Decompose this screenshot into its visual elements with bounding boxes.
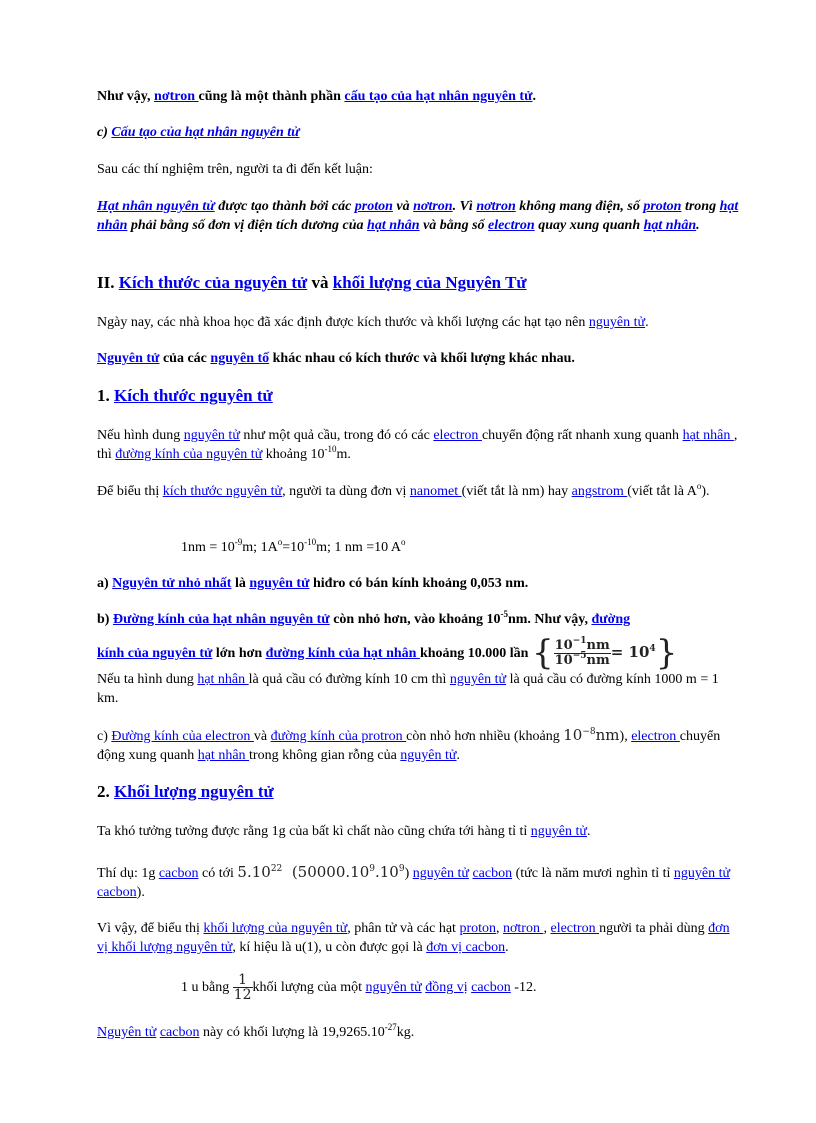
link-khoi-luong-nguyen-tu[interactable]: khối lượng của Nguyên Tử [332,273,527,292]
link-duong-kinh-nguyen-tu[interactable]: đường kính của nguyên tử [115,447,263,462]
text: ) [404,866,413,881]
link-nguyen-tu[interactable]: nguyên tử [588,315,646,330]
paragraph-carbon-mass [97,1023,742,1042]
link-proton[interactable]: proton [354,199,393,214]
paragraph-1u-definition [181,970,816,1006]
text: c) [97,729,112,744]
text: . [696,218,700,233]
link-notron[interactable]: nơtron [476,199,516,214]
text: . [586,824,591,839]
text: Thí dụ: 1g [97,866,159,881]
text: khoảng 10.000 lần [419,646,532,661]
link-notron[interactable]: nơtron [413,199,453,214]
link-nguyen-tu[interactable]: nguyên tử [183,428,240,443]
text: (50000.10 [291,863,370,881]
text: kg. [396,1025,415,1040]
link-nguyen-tu[interactable]: nguyên tử [269,612,330,627]
fraction-numerator: 1 [233,973,253,988]
text: không mang điện, số [515,199,644,214]
text: nm. Như vậy, [507,612,592,627]
link-cacbon[interactable]: cacbon [97,885,137,900]
link-don-vi-khoi-luong[interactable]: đơn vị khối lượng nguyên tử [97,921,730,955]
heading-prefix: 1. [97,386,114,405]
formula-ratio [531,633,678,673]
text: Ngày nay, các nhà khoa học đã xác định được kích thước và khối lượng các hạt tạo nên [97,315,589,330]
link-khoi-luong-nguyen-tu[interactable]: khối lượng của nguyên tử [203,921,348,936]
link-don-vi-cacbon[interactable]: đơn vị cacbon [426,940,506,955]
link-hat-nhan[interactable]: hạt nhân [197,748,250,763]
text: và [307,273,333,292]
superscript: −1 [572,635,587,646]
text: ), [619,729,632,744]
formula-electron-size [563,726,619,744]
text: Vì vậy, để biểu thị [97,921,204,936]
link-nguyen-tu[interactable]: Nguyên tử [97,1025,157,1040]
link-hat-nhan[interactable]: hạt nhân [197,672,249,687]
text: hiđro có bán kính khoảng 0,053 nm. [309,576,529,591]
link-duong-kinh-protron[interactable]: đường kính của protron [270,729,407,744]
link-duong-kinh-hat-nhan[interactable]: đường kính của hạt nhân [265,646,420,661]
link-duong-kinh-electron[interactable]: Đường kính của electron [111,729,254,744]
text: lớn hơn [212,646,266,661]
superscript: -5 [500,609,508,619]
superscript: 9 [398,864,405,874]
superscript: o [401,537,406,547]
text: Như vậy, [97,89,155,104]
text: là quả cầu có đường kính 10 cm thì [248,672,450,687]
text: (viết tắt là A [627,484,697,499]
text: ). [701,484,710,499]
paragraph-a-smallest-atom [97,574,742,593]
text: .10 [374,863,399,881]
right-brace: } [655,633,678,673]
link-kich-thuoc-nguyen-tu[interactable]: Kích thước nguyên tử [114,386,273,405]
text: m; 1A [242,540,278,555]
superscript: o [277,537,283,547]
text: khoảng 10 [262,447,325,462]
fraction [554,635,611,668]
paragraph-nowadays [97,313,742,332]
text: cũng là một thành phần [198,89,345,104]
link-nguyen-tu[interactable]: nguyên tử [400,748,457,763]
link-nguyen-tu-nho-nhat[interactable]: Nguyên tử nhỏ nhất [112,576,232,591]
text: chuyển động xung quanh [97,729,721,763]
text: . [505,940,509,955]
paragraph-b-analogy [97,670,742,708]
text: , phân tử và các hạt [347,921,460,936]
text: và [253,729,271,744]
link-duong-kinh-nguyen-tu[interactable]: đường [591,612,631,627]
text: , kí hiệu là u(1), u còn được gọi là [232,940,427,955]
text: a) [97,576,113,591]
text: (viết tắt là nm) hay [461,484,572,499]
link-notron[interactable]: nơtron [154,89,199,104]
text: 1nm = 10 [181,540,235,555]
paragraph-mass-unit [97,919,742,957]
text: ). [136,885,145,900]
paragraph-elements-differ [97,349,742,368]
link-cau-tao-hat-nhan[interactable]: cấu tạo của hạt nhân nguyên tử [344,89,533,104]
text: , [496,921,504,936]
text: . [532,89,536,104]
link-nanomet[interactable]: nanomet [409,484,462,499]
text: có tới [198,866,238,881]
text: =10 [282,540,305,555]
text: 10 [554,637,573,653]
link-hat-nhan[interactable]: hạt nhân [97,199,739,233]
link-nguyen-tu[interactable]: nguyên tử [530,824,587,839]
heading-prefix: 2. [97,782,114,801]
link-angstrom[interactable]: angstrom [571,484,628,499]
text: còn nhỏ hơn, vào khoảng 10 [329,612,501,627]
text: , người ta dùng đơn vị [282,484,410,499]
text: 10 [554,652,573,668]
text: Nếu ta hình dung [97,672,198,687]
link-proton[interactable]: proton [643,199,682,214]
text: b) [97,612,113,627]
subheading-c [97,123,742,142]
link-nguyen-tu[interactable]: nguyên tử [249,576,310,591]
text: còn nhỏ hơn nhiều (khoảng [406,729,564,744]
text: 10 [563,726,583,744]
text: trong [681,199,720,214]
text: m; 1 nm =10 A [316,540,401,555]
text: . Vì [452,199,477,214]
link-cau-tao-hat-nhan-heading[interactable]: Cấu tạo của hạt nhân nguyên tử [111,125,300,140]
formula-count [237,863,404,881]
text: khối lượng của một [252,980,366,995]
link-cacbon[interactable]: cacbon [158,866,199,881]
text: 1 u bằng [181,980,233,995]
text: chuyển động rất nhanh xung quanh [481,428,683,443]
text: và bằng số [419,218,489,233]
superscript: o [696,481,702,491]
link-nguyen-to[interactable]: nguyên tố [210,351,270,366]
paragraph-atom-sphere [97,426,742,464]
paragraph-billions [97,822,742,841]
link-cacbon[interactable]: cacbon [471,980,511,995]
superscript: −8 [582,727,596,737]
link-hat-nhan-nguyen-tu[interactable]: Hạt nhân nguyên tử [97,199,215,214]
paragraph-c-electron-diameter [97,726,742,765]
link-cacbon[interactable]: cacbon [159,1025,200,1040]
paragraph-units [97,482,742,501]
text: . [645,315,649,330]
link-notron[interactable]: nơtron [503,921,544,936]
link-nguyen-tu[interactable]: nguyên tử [412,866,469,881]
heading-2-atomic-mass [97,782,742,801]
link-nguyen-tu[interactable]: Nguyên tử [97,351,160,366]
link-electron[interactable]: electron [631,729,680,744]
text: người ta phải dùng [599,921,709,936]
text: là quả cầu có đường kính 1000 m = 1 km. [97,672,719,706]
link-electron[interactable]: electron [488,218,535,233]
text: của các [159,351,211,366]
link-duong-kinh-nguyen-tu[interactable]: kính của nguyên tử [97,646,213,661]
text: , thì [97,428,738,462]
link-kich-thuoc-nguyen-tu[interactable]: kích thước nguyên tử [162,484,283,499]
superscript: 4 [649,644,656,654]
text: m. [336,447,351,462]
text: như một quả cầu, trong đó có các [239,428,434,443]
text: Ta khó tưởng tưởng được rằng 1g của bất kì chất nào cũng chứa tới hàng tỉ tỉ [97,824,531,839]
heading-1-atomic-size [97,386,742,405]
link-hat-nhan[interactable]: hạt nhân [682,428,734,443]
text: này có khối lượng là 19,9265.10 [199,1025,385,1040]
text: được tạo thành bởi các [214,199,355,214]
link-duong-kinh-hat-nhan[interactable]: Đường kính của hạt nhân [112,612,270,627]
formula-unit-conversion [181,538,816,557]
text: nm [595,726,620,744]
text: , [543,921,551,936]
paragraph-conclusion-intro: Sau các thí nghiệm trên, người ta đi đến kết luận: [97,162,373,177]
fraction-one-twelfth [233,973,253,1002]
superscript: -10 [324,444,337,454]
paragraph-b-nucleus-diameter [97,610,745,629]
link-nguyen-tu[interactable]: nguyên tử [365,980,422,995]
text: (tức là năm mươi nghìn tỉ tỉ [512,866,674,881]
text: trong không gian rỗng của [249,748,401,763]
text: quay xung quanh [534,218,644,233]
heading-prefix: II. [97,273,119,292]
heading-prefix: c) [97,125,112,140]
text: Để biểu thị [97,484,163,499]
text: phải bằng số đơn vị điện tích dương của [127,218,368,233]
left-brace: { [531,633,554,673]
paragraph-b-continued [97,632,745,674]
link-proton[interactable]: proton [459,921,497,936]
superscript: −5 [572,650,587,661]
link-electron[interactable]: electron [550,921,600,936]
paragraph-nucleus-conclusion [97,197,745,235]
text: nm [586,652,610,668]
link-dong-vi[interactable]: đồng vị [425,980,468,995]
link-cacbon[interactable]: cacbon [472,866,513,881]
link-nguyen-tu[interactable]: nguyên tử [449,672,507,687]
superscript: -9 [234,537,243,547]
link-nguyen-tu[interactable]: nguyên tử [673,866,731,881]
link-kich-thuoc-nguyen-tu[interactable]: Kích thước của nguyên tử [118,273,308,292]
link-electron[interactable]: electron [433,428,482,443]
text: là [231,576,250,591]
text: 5.10 [237,863,271,881]
superscript: -10 [304,537,317,547]
paragraph-neutron-component [97,87,742,106]
paragraph-example-carbon [97,863,742,902]
text: -12. [510,980,537,995]
section-heading-ii [97,273,742,292]
text: Nếu hình dung [97,428,184,443]
link-hat-nhan[interactable]: hạt nhân [367,218,420,233]
superscript: 22 [270,864,283,874]
text: và [392,199,414,214]
text: khác nhau có kích thước và khối lượng khác nhau. [269,351,575,366]
text: . [456,748,460,763]
link-hat-nhan[interactable]: hạt nhân [643,218,697,233]
fraction-denominator: 12 [233,987,252,1004]
text: nm [586,637,610,653]
link-khoi-luong-nguyen-tu[interactable]: Khối lượng nguyên tử [114,782,274,801]
superscript: -27 [384,1022,397,1032]
superscript: 9 [369,864,375,874]
text: = 10 [610,643,650,661]
fraction-denominator [554,650,611,668]
